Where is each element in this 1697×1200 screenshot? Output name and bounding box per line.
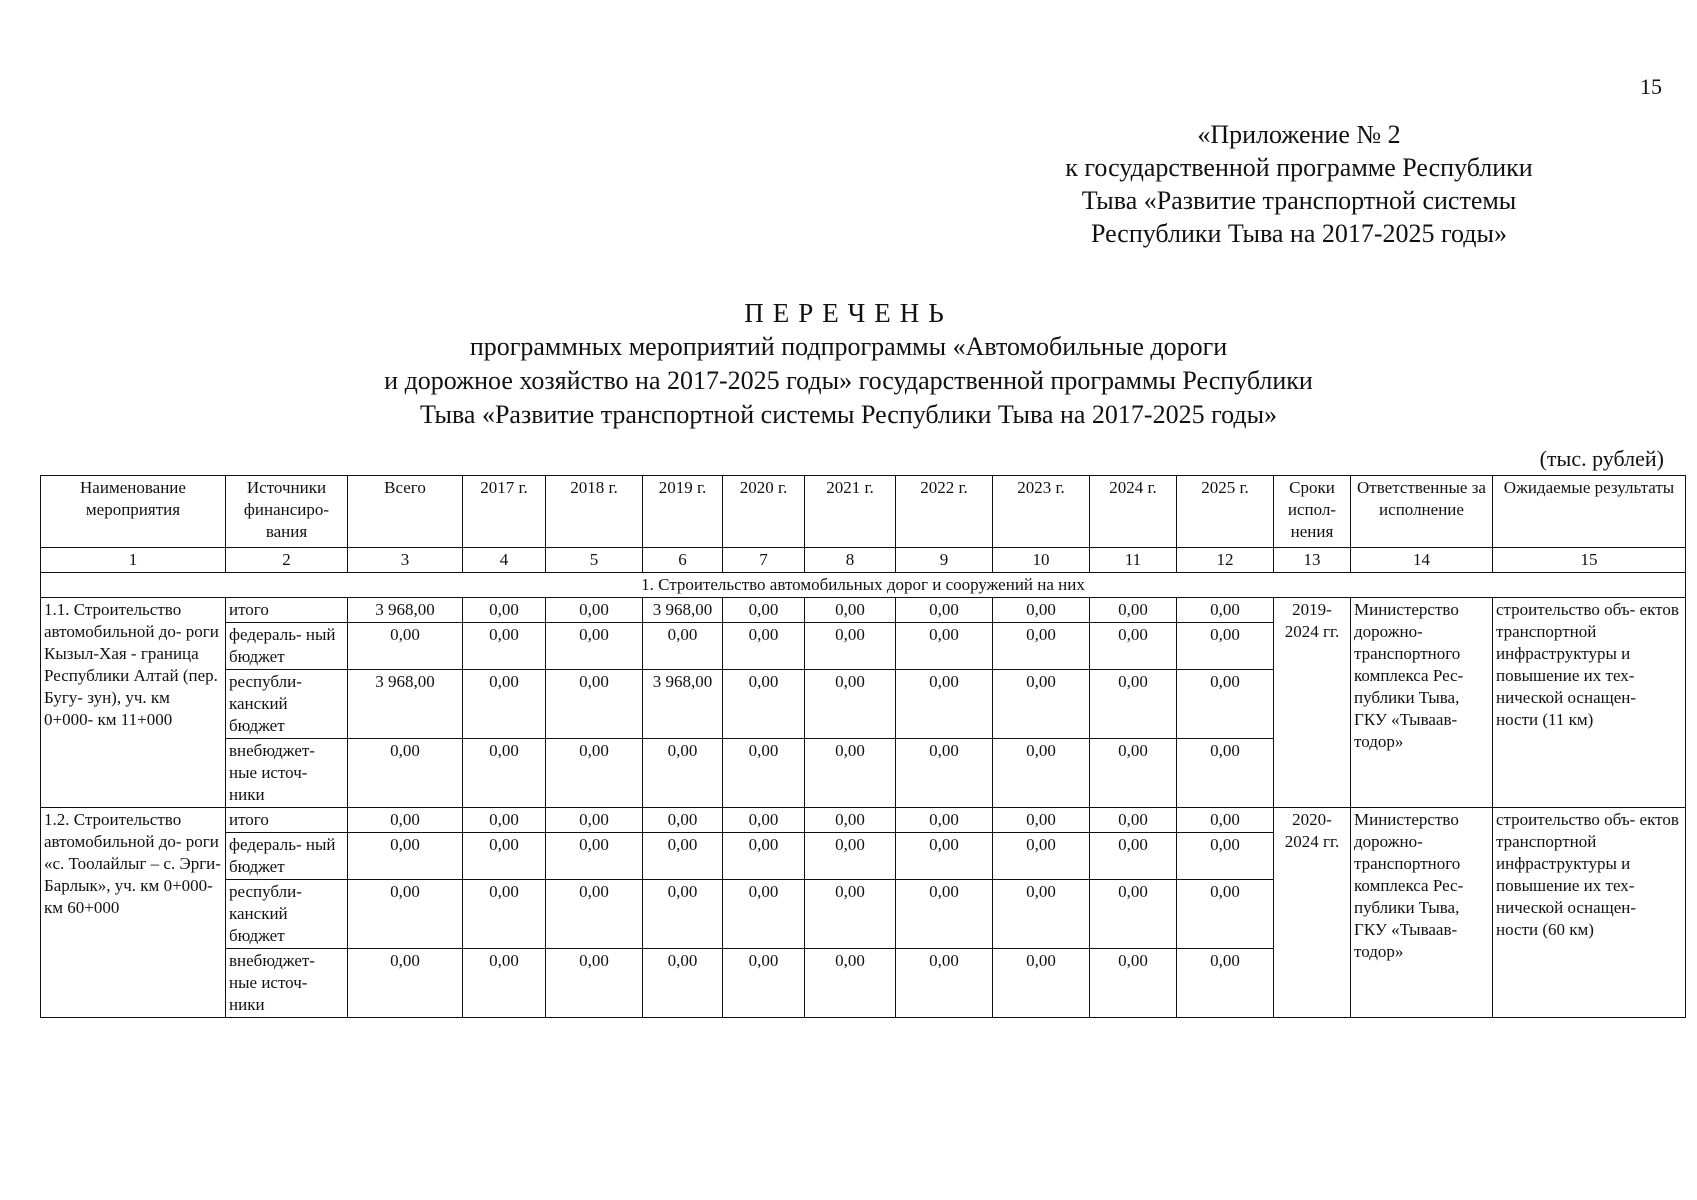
- section-row: [41, 573, 1686, 598]
- value-cell: 0,00: [463, 949, 546, 1018]
- value-cell: 0,00: [1090, 949, 1177, 1018]
- column-number: 7: [723, 548, 805, 573]
- value-cell: 0,00: [723, 739, 805, 808]
- header-cell: 2019 г.: [643, 476, 723, 548]
- value-cell: 0,00: [643, 739, 723, 808]
- value-cell: 0,00: [723, 623, 805, 670]
- value-cell: 0,00: [463, 739, 546, 808]
- funding-source: внебюджет- ные источ- ники: [226, 949, 348, 1018]
- value-cell: 0,00: [1177, 833, 1274, 880]
- header-cell: Всего: [348, 476, 463, 548]
- header-cell: 2018 г.: [546, 476, 643, 548]
- document-subtitle-line: Тыва «Развитие транспортной системы Республики Тыва на 2017-2025 годы»: [419, 400, 1278, 429]
- value-cell: 0,00: [805, 949, 896, 1018]
- column-number: 6: [643, 548, 723, 573]
- header-cell: 2022 г.: [896, 476, 993, 548]
- value-cell: 0,00: [723, 808, 805, 833]
- header-cell: 2025 г.: [1177, 476, 1274, 548]
- value-cell: 0,00: [348, 833, 463, 880]
- column-number: 13: [1274, 548, 1351, 573]
- value-cell: 0,00: [896, 833, 993, 880]
- funding-source: итого: [226, 598, 348, 623]
- header-cell: 2023 г.: [993, 476, 1090, 548]
- value-cell: 0,00: [805, 880, 896, 949]
- column-number: 1: [41, 548, 226, 573]
- value-cell: 0,00: [993, 808, 1090, 833]
- value-cell: 0,00: [463, 623, 546, 670]
- execution-term: 2019- 2024 гг.: [1274, 598, 1351, 808]
- value-cell: 0,00: [896, 598, 993, 623]
- column-number: 4: [463, 548, 546, 573]
- value-cell: 0,00: [546, 949, 643, 1018]
- column-number: 14: [1351, 548, 1493, 573]
- value-cell: 0,00: [546, 670, 643, 739]
- value-cell: 0,00: [1090, 739, 1177, 808]
- value-cell: 3 968,00: [348, 670, 463, 739]
- value-cell: 0,00: [1090, 808, 1177, 833]
- value-cell: 0,00: [1177, 808, 1274, 833]
- column-number: 2: [226, 548, 348, 573]
- column-number: 10: [993, 548, 1090, 573]
- header-cell: 2020 г.: [723, 476, 805, 548]
- value-cell: 0,00: [643, 808, 723, 833]
- value-cell: 0,00: [546, 598, 643, 623]
- column-number: 8: [805, 548, 896, 573]
- value-cell: 0,00: [723, 670, 805, 739]
- value-cell: 3 968,00: [643, 598, 723, 623]
- header-cell: Ответственные за исполнение: [1351, 476, 1493, 548]
- column-number-row: [41, 548, 1686, 573]
- funding-source: республи- канский бюджет: [226, 880, 348, 949]
- value-cell: 0,00: [348, 880, 463, 949]
- value-cell: 0,00: [805, 739, 896, 808]
- header-cell: 2021 г.: [805, 476, 896, 548]
- value-cell: 0,00: [546, 623, 643, 670]
- column-number: 3: [348, 548, 463, 573]
- expected-result: строительство объ- ектов транспортной инфраструктуры и повышение их тех- нической оснащен- ности (60 км): [1493, 808, 1686, 1018]
- value-cell: 0,00: [896, 949, 993, 1018]
- value-cell: 3 968,00: [643, 670, 723, 739]
- value-cell: 0,00: [723, 949, 805, 1018]
- value-cell: 0,00: [643, 833, 723, 880]
- funding-source: итого: [226, 808, 348, 833]
- table-row: [41, 598, 1686, 623]
- value-cell: 0,00: [805, 833, 896, 880]
- expected-result: строительство объ- ектов транспортной инфраструктуры и повышение их тех- нической оснащен- ности (11 км): [1493, 598, 1686, 808]
- value-cell: 0,00: [463, 598, 546, 623]
- header-cell: Ожидаемые результаты: [1493, 476, 1686, 548]
- value-cell: 0,00: [993, 949, 1090, 1018]
- value-cell: 0,00: [805, 670, 896, 739]
- table-header-row: [41, 476, 1686, 548]
- value-cell: 0,00: [993, 833, 1090, 880]
- value-cell: 0,00: [896, 623, 993, 670]
- value-cell: 3 968,00: [348, 598, 463, 623]
- value-cell: 0,00: [643, 949, 723, 1018]
- page-number: 15: [1640, 74, 1662, 99]
- document-subtitle-line: и дорожное хозяйство на 2017-2025 годы» государственной программы Республики: [384, 366, 1313, 395]
- units-label: (тыс. рублей): [1539, 446, 1664, 471]
- value-cell: 0,00: [463, 808, 546, 833]
- value-cell: 0,00: [463, 670, 546, 739]
- value-cell: 0,00: [805, 808, 896, 833]
- value-cell: 0,00: [348, 949, 463, 1018]
- column-number: 15: [1493, 548, 1686, 573]
- value-cell: 0,00: [1090, 623, 1177, 670]
- funding-source: федераль- ный бюджет: [226, 833, 348, 880]
- value-cell: 0,00: [643, 623, 723, 670]
- document-title: ПЕРЕЧЕНЬ: [744, 298, 953, 328]
- funding-source: федераль- ный бюджет: [226, 623, 348, 670]
- execution-term: 2020- 2024 гг.: [1274, 808, 1351, 1018]
- value-cell: 0,00: [348, 623, 463, 670]
- appendix-line: к государственной программе Республики: [1065, 153, 1533, 182]
- value-cell: 0,00: [896, 880, 993, 949]
- value-cell: 0,00: [1177, 880, 1274, 949]
- header-cell: 2017 г.: [463, 476, 546, 548]
- value-cell: 0,00: [723, 598, 805, 623]
- value-cell: 0,00: [896, 670, 993, 739]
- header-cell: Сроки испол- нения: [1274, 476, 1351, 548]
- measure-name: 1.1. Строительство автомобильной до- роги Кызыл-Хая - граница Республики Алтай (пер. Бугу- зун), уч. км 0+000- км 11+000: [41, 598, 226, 808]
- column-number: 12: [1177, 548, 1274, 573]
- funding-source: внебюджет- ные источ- ники: [226, 739, 348, 808]
- value-cell: 0,00: [1177, 623, 1274, 670]
- value-cell: 0,00: [463, 880, 546, 949]
- value-cell: 0,00: [993, 739, 1090, 808]
- header-cell: 2024 г.: [1090, 476, 1177, 548]
- value-cell: 0,00: [896, 808, 993, 833]
- value-cell: 0,00: [546, 880, 643, 949]
- value-cell: 0,00: [723, 833, 805, 880]
- value-cell: 0,00: [993, 670, 1090, 739]
- value-cell: 0,00: [1090, 670, 1177, 739]
- appendix-line: «Приложение № 2: [1197, 120, 1401, 149]
- value-cell: 0,00: [1177, 598, 1274, 623]
- value-cell: 0,00: [643, 880, 723, 949]
- value-cell: 0,00: [1090, 598, 1177, 623]
- value-cell: 0,00: [463, 833, 546, 880]
- value-cell: 0,00: [805, 623, 896, 670]
- value-cell: 0,00: [723, 880, 805, 949]
- document-subtitle-line: программных мероприятий подпрограммы «Автомобильные дороги: [469, 332, 1228, 361]
- funding-source: республи- канский бюджет: [226, 670, 348, 739]
- column-number: 9: [896, 548, 993, 573]
- value-cell: 0,00: [546, 739, 643, 808]
- value-cell: 0,00: [993, 623, 1090, 670]
- responsible-party: Министерство дорожно- транспортного комплекса Рес- публики Тыва, ГКУ «Тываав- тодор»: [1351, 598, 1493, 808]
- measure-name: 1.2. Строительство автомобильной до- роги «с. Тоолайлыг – с. Эрги-Барлык», уч. км 0+000-км 60+000: [41, 808, 226, 1018]
- column-number: 11: [1090, 548, 1177, 573]
- value-cell: 0,00: [348, 808, 463, 833]
- header-cell: Источники финансиро- вания: [226, 476, 348, 548]
- section-title: 1. Строительство автомобильных дорог и сооружений на них: [41, 573, 1686, 598]
- document-heading: [0, 296, 1697, 432]
- value-cell: 0,00: [348, 739, 463, 808]
- value-cell: 0,00: [805, 598, 896, 623]
- value-cell: 0,00: [993, 598, 1090, 623]
- appendix-note: [939, 118, 1659, 250]
- value-cell: 0,00: [546, 808, 643, 833]
- appendix-line: Тыва «Развитие транспортной системы: [1081, 186, 1517, 215]
- value-cell: 0,00: [1090, 880, 1177, 949]
- value-cell: 0,00: [1177, 739, 1274, 808]
- value-cell: 0,00: [1090, 833, 1177, 880]
- appendix-line: Республики Тыва на 2017-2025 годы»: [1090, 219, 1508, 248]
- header-cell: Наименование мероприятия: [41, 476, 226, 548]
- value-cell: 0,00: [1177, 949, 1274, 1018]
- value-cell: 0,00: [546, 833, 643, 880]
- column-number: 5: [546, 548, 643, 573]
- responsible-party: Министерство дорожно- транспортного комплекса Рес- публики Тыва, ГКУ «Тываав- тодор»: [1351, 808, 1493, 1018]
- measures-table: [40, 475, 1686, 1018]
- value-cell: 0,00: [896, 739, 993, 808]
- value-cell: 0,00: [993, 880, 1090, 949]
- table-row: [41, 808, 1686, 833]
- value-cell: 0,00: [1177, 670, 1274, 739]
